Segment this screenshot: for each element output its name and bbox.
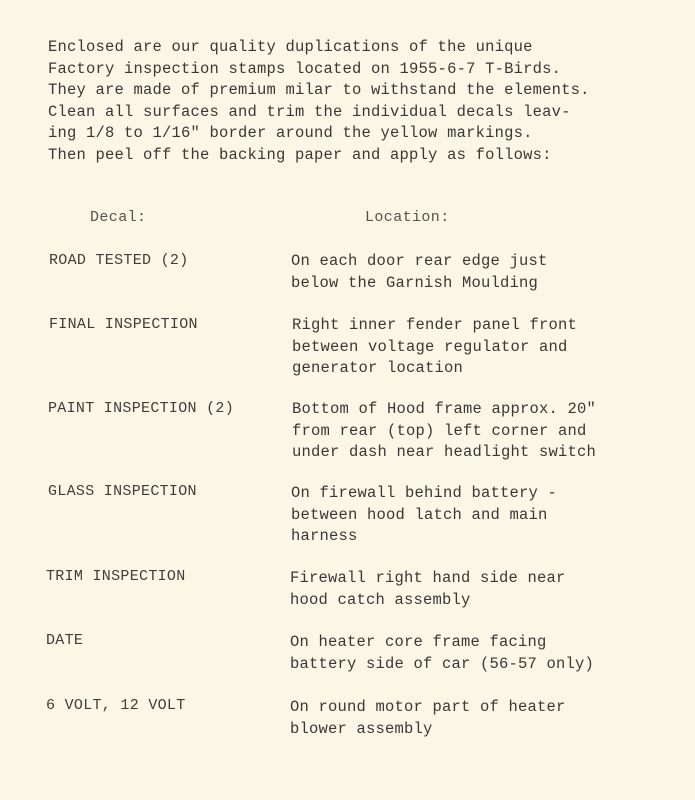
decal-name: 6 VOLT, 12 VOLT (46, 697, 186, 714)
intro-paragraph (48, 37, 668, 166)
location-line: hood catch assembly (290, 590, 471, 609)
location-line: between voltage regulator and (292, 337, 568, 356)
decal-name: PAINT INSPECTION (2) (48, 400, 235, 417)
location-line: harness (291, 527, 358, 545)
location-line: blower assembly (290, 719, 433, 738)
location-column-header: Location: (365, 209, 450, 226)
intro-line: Then peel off the backing paper and apply as follows: (48, 145, 552, 164)
location-line: Right inner fender panel front (292, 316, 578, 334)
decal-location (290, 697, 690, 740)
decal-name: ROAD TESTED (2) (49, 252, 189, 269)
location-line: between hood latch and main (291, 505, 548, 524)
decal-name: FINAL INSPECTION (49, 316, 198, 333)
decal-location (290, 632, 690, 675)
decal-location (292, 315, 692, 380)
intro-line: Clean all surfaces and trim the individual decals leav- (48, 102, 571, 121)
intro-line: They are made of premium milar to withstand the elements. (48, 81, 590, 99)
location-line: generator location (292, 359, 464, 377)
location-line: On heater core frame facing (290, 633, 547, 651)
decal-name: GLASS INSPECTION (48, 483, 197, 500)
location-line: On firewall behind battery - (291, 484, 558, 502)
decal-location (291, 251, 691, 294)
location-line: On round motor part of heater (290, 698, 566, 716)
decal-name: TRIM INSPECTION (46, 568, 186, 585)
decal-location (291, 483, 691, 548)
intro-line: Enclosed are our quality duplications of the unique (48, 38, 533, 56)
location-line: battery side of car (56-57 only) (290, 654, 595, 673)
decal-location (290, 568, 690, 611)
decal-name: DATE (46, 632, 84, 649)
decal-column-header: Decal: (90, 209, 147, 226)
location-line: below the Garnish Moulding (291, 273, 539, 292)
location-line: under dash near headlight switch (292, 443, 597, 461)
location-line: Bottom of Hood frame approx. 20" (292, 400, 597, 418)
decal-location (292, 399, 692, 464)
intro-line: Factory inspection stamps located on 1955-6-7 T-Birds. (48, 59, 562, 78)
location-line: Firewall right hand side near (290, 569, 566, 587)
location-line: from rear (top) left corner and (292, 421, 587, 440)
location-line: On each door rear edge just (291, 252, 548, 270)
intro-line: ing 1/8 to 1/16" border around the yellow markings. (48, 124, 533, 142)
